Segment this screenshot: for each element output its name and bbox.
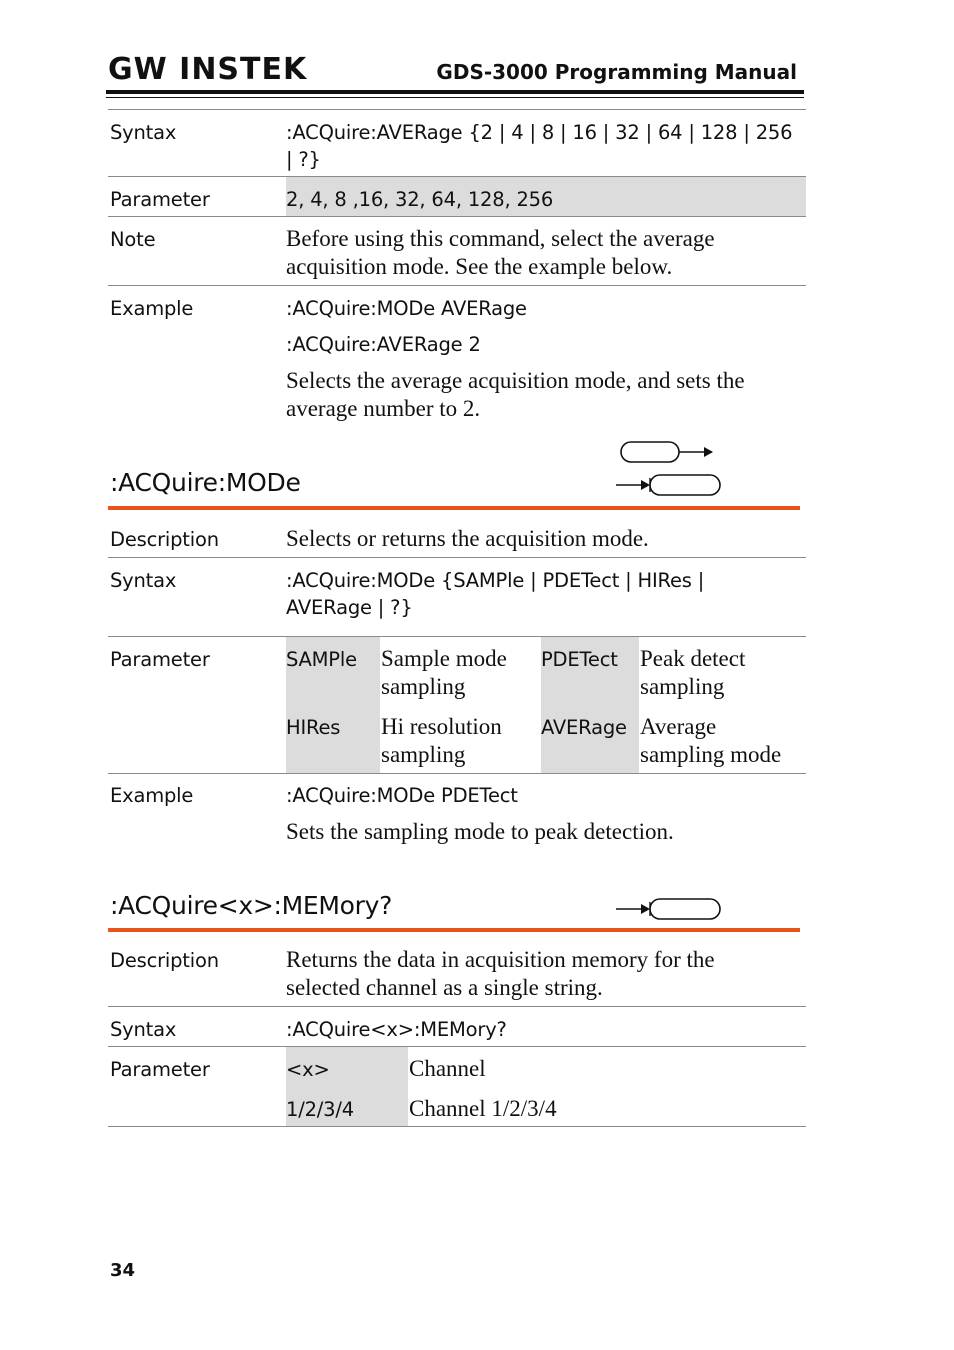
manual-title: GDS-3000 Programming Manual — [436, 60, 797, 84]
divider — [108, 1046, 806, 1047]
example-command: :ACQuire:MODe PDETect — [286, 784, 518, 807]
param-key: PDETect — [541, 648, 618, 671]
row-label-note: Note — [110, 228, 156, 251]
divider — [108, 773, 806, 774]
divider — [108, 1006, 806, 1007]
param-key: SAMPle — [286, 648, 357, 671]
example-description: Sets the sampling mode to peak detection. — [286, 819, 674, 844]
param-key: AVERage — [541, 716, 627, 739]
note-text: acquisition mode. See the example below. — [286, 254, 673, 279]
row-label-syntax: Syntax — [110, 569, 177, 592]
parameter-value: 2, 4, 8 ,16, 32, 64, 128, 256 — [286, 188, 554, 211]
header-rule-thick — [106, 90, 804, 94]
param-desc: Average — [640, 714, 717, 739]
divider — [108, 109, 806, 110]
param-key: 1/2/3/4 — [286, 1098, 354, 1121]
row-label-example: Example — [110, 297, 194, 320]
param-desc: sampling — [381, 742, 466, 767]
divider — [108, 176, 806, 177]
param-key: HIRes — [286, 716, 341, 739]
row-label-description: Description — [110, 528, 219, 551]
row-label-parameter: Parameter — [110, 188, 210, 211]
param-desc: Channel — [409, 1056, 486, 1081]
syntax-line: :ACQuire<x>:MEMory? — [286, 1018, 507, 1041]
param-desc: sampling — [381, 674, 466, 699]
example-command: :ACQuire:AVERage 2 — [286, 333, 481, 356]
param-key: <x> — [286, 1058, 330, 1081]
param-desc: Hi resolution — [381, 714, 502, 739]
brand-logo: GW INSTEK — [108, 52, 308, 87]
divider — [108, 285, 806, 286]
example-description: Selects the average acquisition mode, and sets the — [286, 368, 745, 393]
description-text: Returns the data in acquisition memory for the — [286, 947, 715, 972]
row-label-example: Example — [110, 784, 194, 807]
section-rule — [108, 928, 800, 932]
param-desc: Peak detect — [640, 646, 746, 671]
param-desc: sampling — [640, 674, 725, 699]
divider — [108, 636, 806, 637]
row-label-parameter: Parameter — [110, 648, 210, 671]
row-label-parameter: Parameter — [110, 1058, 210, 1081]
param-desc: Channel 1/2/3/4 — [409, 1096, 557, 1121]
divider — [108, 557, 806, 558]
section-rule — [108, 506, 800, 510]
section-title-acquire-memory: :ACQuire<x>:MEMory? — [110, 891, 393, 920]
row-label-syntax: Syntax — [110, 1018, 177, 1041]
description-text: selected channel as a single string. — [286, 975, 603, 1000]
syntax-line: :ACQuire:AVERage {2 | 4 | 8 | 16 | 32 | 64 | 128 | 256 — [286, 121, 793, 144]
syntax-line: AVERage | ?} — [286, 596, 413, 619]
note-text: Before using this command, select the average — [286, 226, 715, 251]
syntax-line: | ?} — [286, 148, 321, 171]
param-desc: sampling mode — [640, 742, 782, 767]
divider — [108, 216, 806, 217]
example-description: average number to 2. — [286, 396, 481, 421]
set-command-icon — [618, 440, 718, 464]
example-command: :ACQuire:MODe AVERage — [286, 297, 527, 320]
query-command-icon — [614, 472, 724, 498]
param-desc: Sample mode — [381, 646, 507, 671]
page-number: 34 — [110, 1260, 136, 1281]
section-title-acquire-mode: :ACQuire:MODe — [110, 468, 301, 497]
header-rule-thin — [106, 97, 804, 98]
description-text: Selects or returns the acquisition mode. — [286, 526, 649, 551]
syntax-line: :ACQuire:MODe {SAMPle | PDETect | HIRes | — [286, 569, 705, 592]
query-command-icon — [614, 896, 724, 922]
divider — [108, 1126, 806, 1127]
row-label-syntax: Syntax — [110, 121, 177, 144]
row-label-description: Description — [110, 949, 219, 972]
